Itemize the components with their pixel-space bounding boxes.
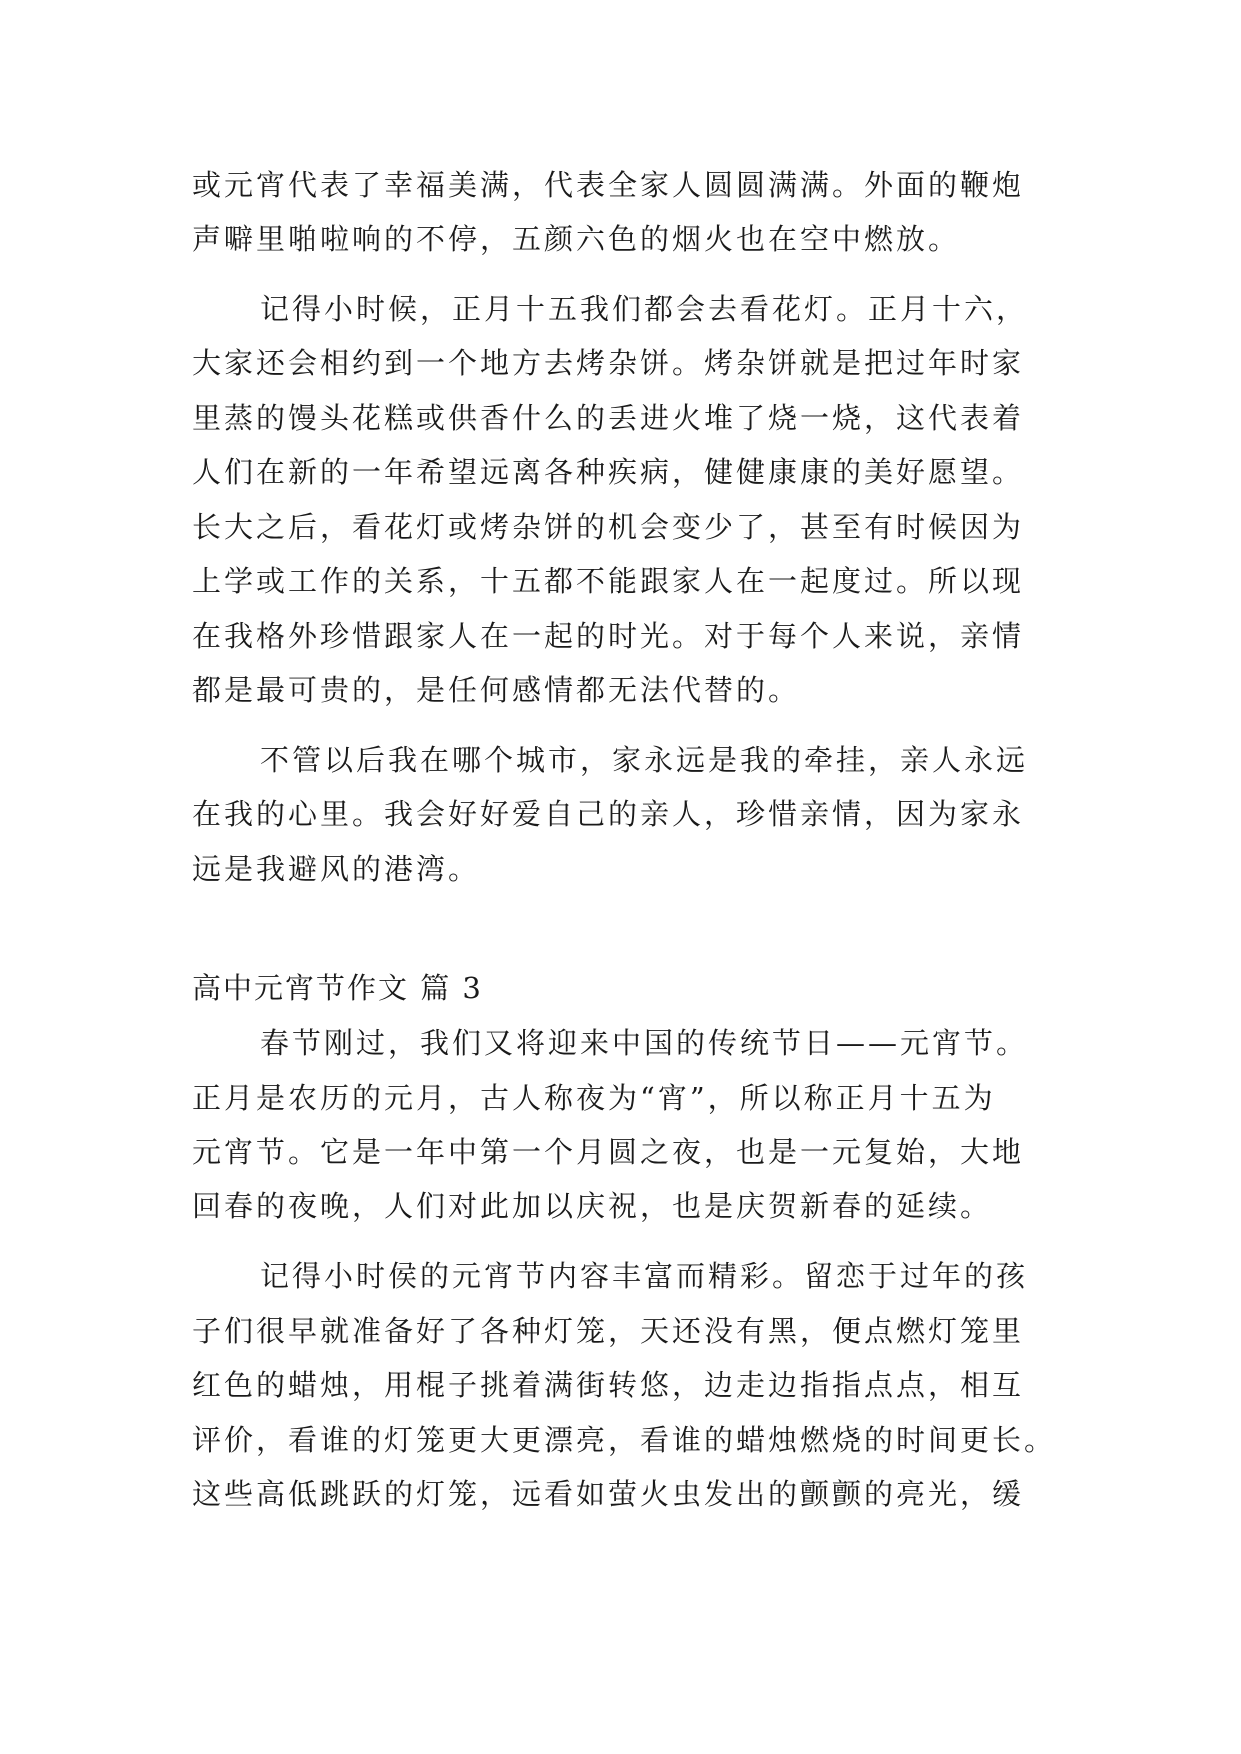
text-line: 红色的蜡烛，用棍子挑着满街转悠，边走边指指点点，相互 [192, 1368, 1025, 1402]
text-line: 长大之后，看花灯或烤杂饼的机会变少了，甚至有时候因为 [192, 510, 1025, 544]
text-line: 元宵节。它是一年中第一个月圆之夜，也是一元复始，大地 [192, 1135, 1025, 1169]
text-line: 或元宵代表了幸福美满，代表全家人圆圆满满。外面的鞭炮 [192, 168, 1025, 202]
text-line: 声噼里啪啦响的不停，五颜六色的烟火也在空中燃放。 [192, 222, 961, 256]
section-heading: 高中元宵节作文 篇 3 [192, 971, 483, 1005]
text-line: 里蒸的馒头花糕或供香什么的丢进火堆了烧一烧，这代表着 [192, 401, 1025, 435]
text-line: 远是我避风的港湾。 [192, 852, 481, 886]
text-line: 这些高低跳跃的灯笼，远看如萤火虫发出的颤颤的亮光，缓 [192, 1477, 1025, 1511]
text-line: 在我的心里。我会好好爱自己的亲人，珍惜亲情，因为家永 [192, 797, 1025, 831]
text-line: 子们很早就准备好了各种灯笼，天还没有黑，便点燃灯笼里 [192, 1314, 1025, 1348]
text-line: 都是最可贵的，是任何感情都无法代替的。 [192, 673, 801, 707]
text-line: 人们在新的一年希望远离各种疾病，健健康康的美好愿望。 [192, 455, 1025, 489]
text-line: 春节刚过，我们又将迎来中国的传统节日——元宵节。 [260, 1026, 1029, 1060]
text-line: 回春的夜晚，人们对此加以庆祝，也是庆贺新春的延续。 [192, 1189, 993, 1223]
text-line: 大家还会相约到一个地方去烤杂饼。烤杂饼就是把过年时家 [192, 346, 1025, 380]
text-line: 上学或工作的关系，十五都不能跟家人在一起度过。所以现 [192, 564, 1025, 598]
text-line: 记得小时侯的元宵节内容丰富而精彩。留恋于过年的孩 [260, 1259, 1029, 1293]
text-line: 记得小时候，正月十五我们都会去看花灯。正月十六， [260, 292, 1029, 326]
text-line: 正月是农历的元月，古人称夜为“宵”，所以称正月十五为 [192, 1081, 996, 1115]
text-line: 在我格外珍惜跟家人在一起的时光。对于每个人来说，亲情 [192, 619, 1025, 653]
text-line: 不管以后我在哪个城市，家永远是我的牵挂，亲人永远 [260, 743, 1029, 777]
text-line: 评价，看谁的灯笼更大更漂亮，看谁的蜡烛燃烧的时间更长。 [192, 1423, 1057, 1457]
